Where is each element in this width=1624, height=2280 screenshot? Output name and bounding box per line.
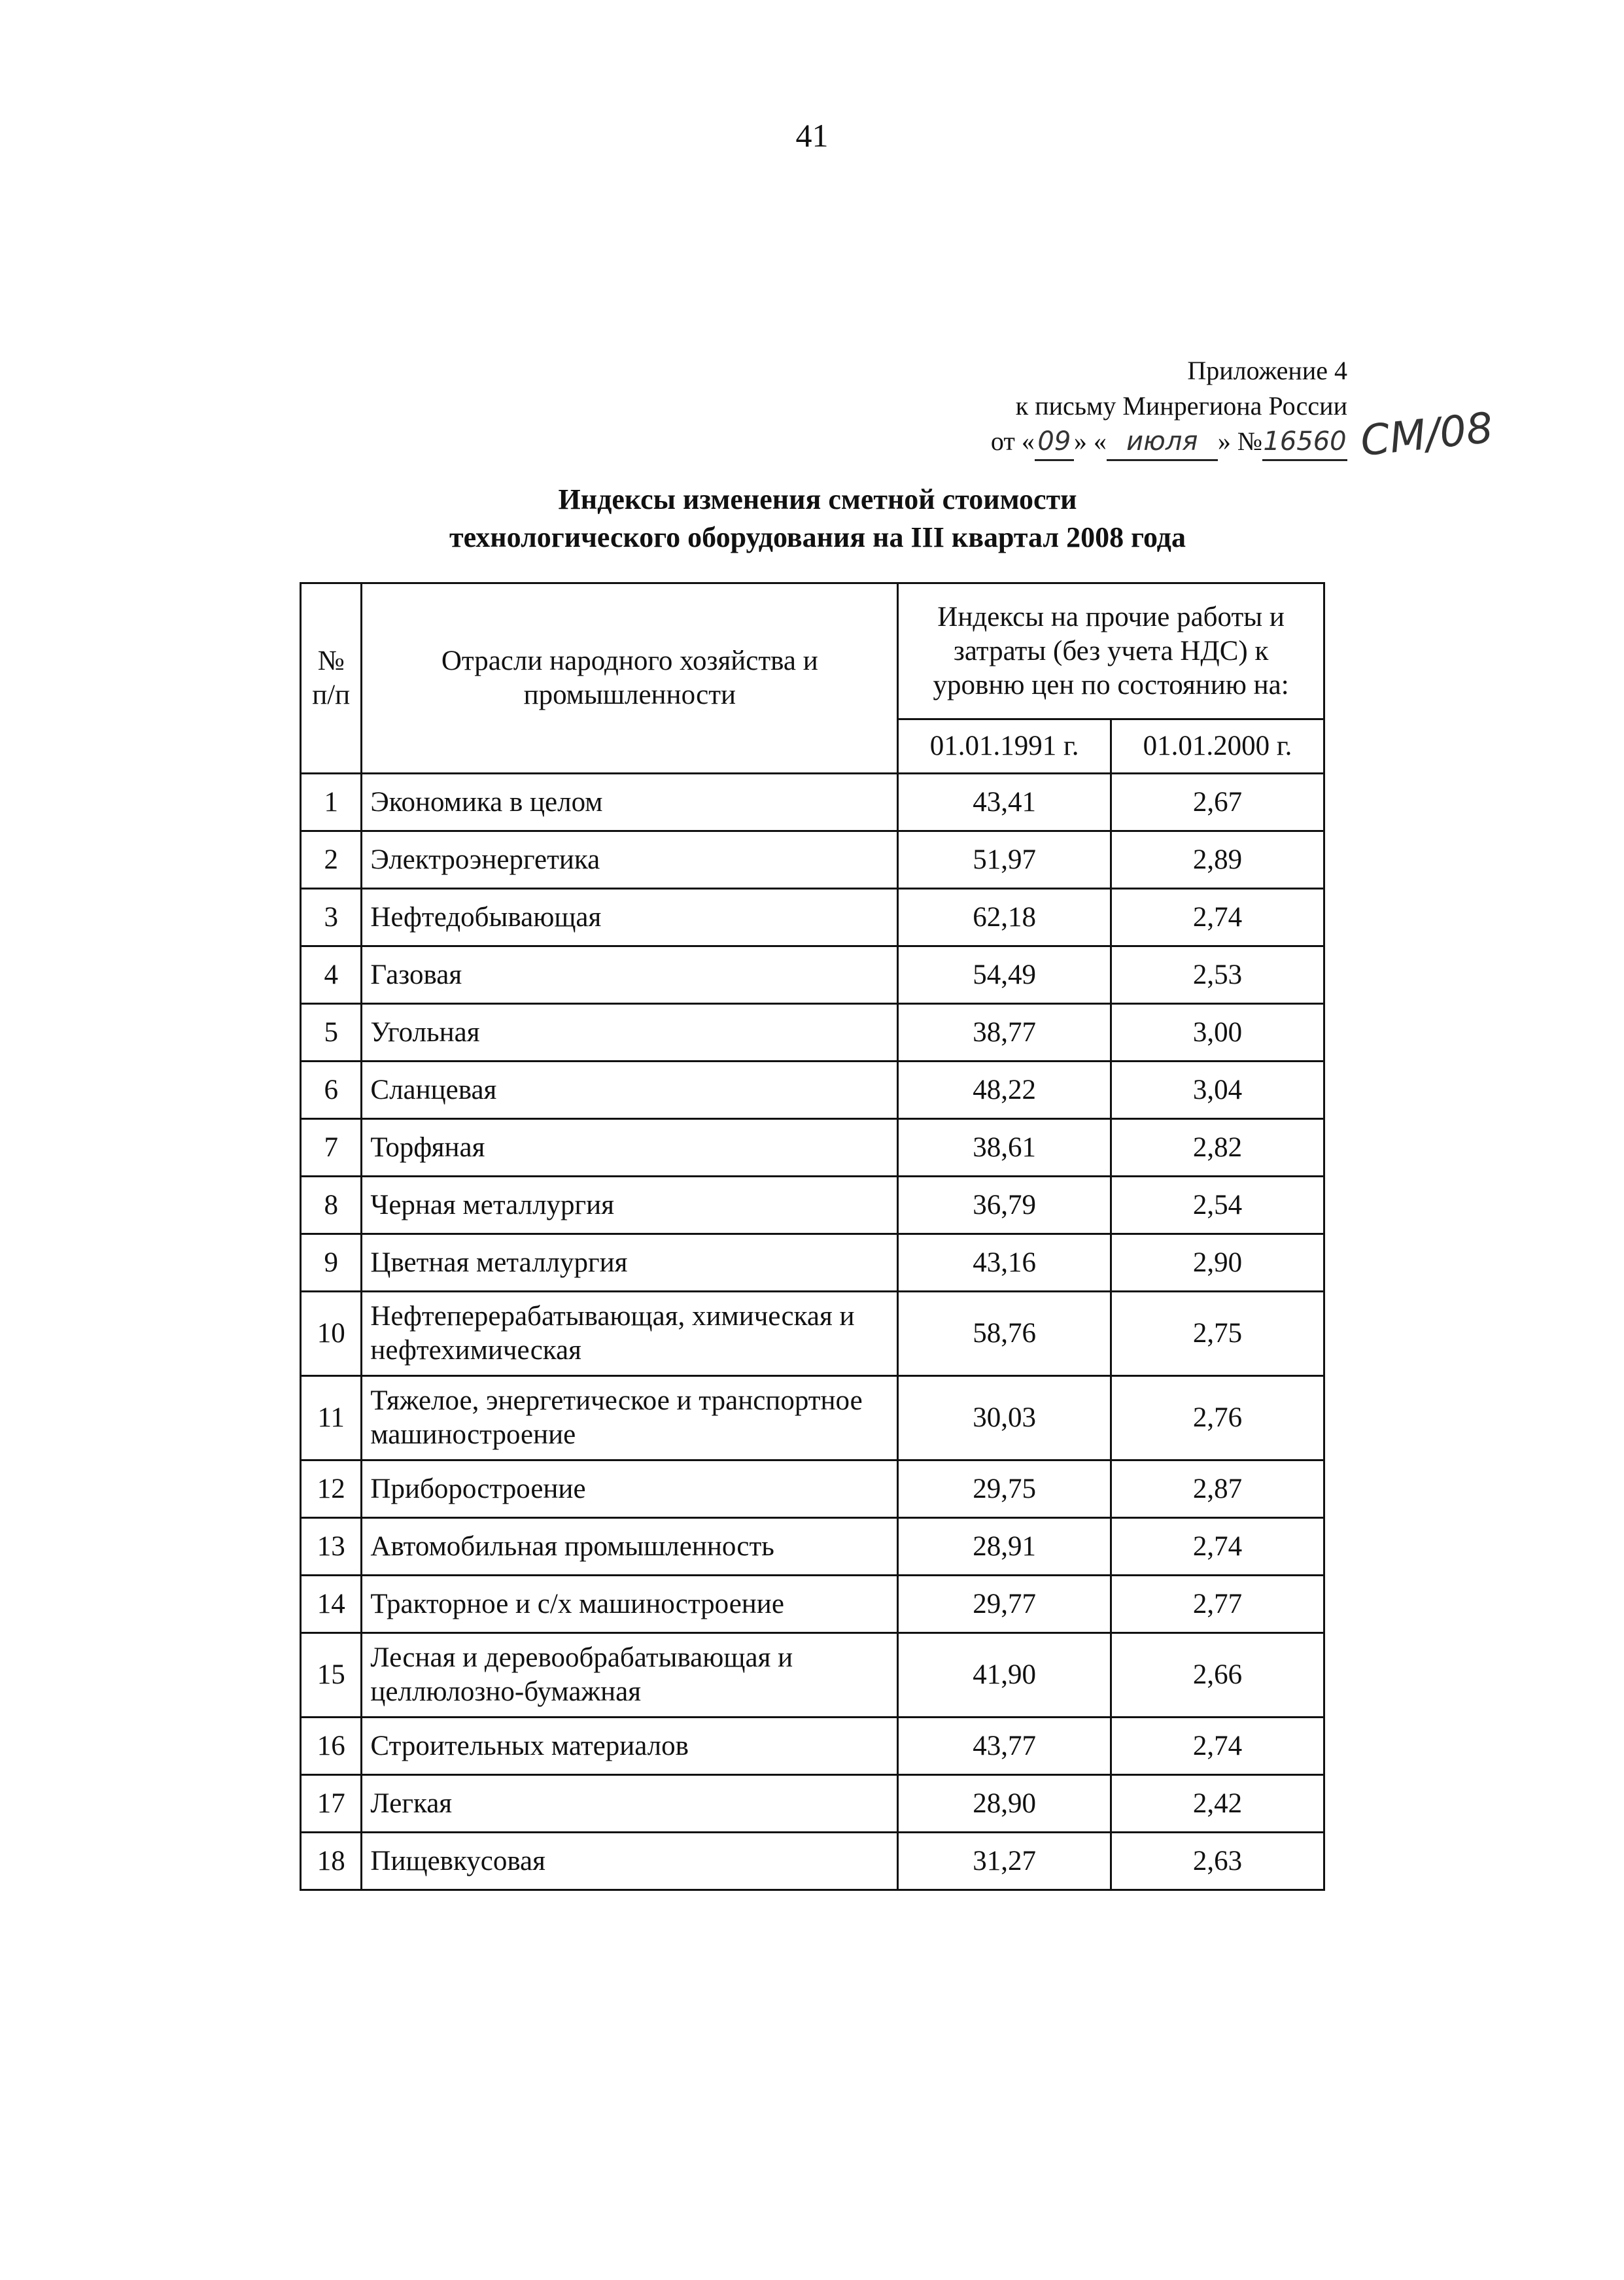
header-sector: Отрасли народного хозяйства и промышленности [362, 583, 898, 774]
row-index-1991: 29,75 [898, 1460, 1111, 1518]
row-sector-name: Цветная металлургия [362, 1234, 898, 1292]
row-sector-name: Черная металлургия [362, 1177, 898, 1234]
appendix-letter-ref: к письму Минрегиона России [1015, 391, 1347, 421]
handwritten-number: 16560 [1262, 424, 1347, 461]
title-line-1: Индексы изменения сметной стоимости [558, 483, 1077, 515]
row-sector-name: Газовая [362, 946, 898, 1004]
handwritten-day: 09 [1035, 424, 1074, 461]
row-sector-name: Легкая [362, 1775, 898, 1833]
row-sector-name: Сланцевая [362, 1062, 898, 1119]
row-index-2000: 3,04 [1111, 1062, 1324, 1119]
row-number: 6 [301, 1062, 362, 1119]
table-row [301, 774, 1324, 831]
date-prefix: от « [990, 426, 1035, 456]
row-index-1991: 54,49 [898, 946, 1111, 1004]
number-prefix: » № [1217, 426, 1262, 456]
row-sector-name: Пищевкусовая [362, 1833, 898, 1890]
row-sector-name: Угольная [362, 1004, 898, 1062]
row-number: 7 [301, 1119, 362, 1177]
row-sector-name: Тяжелое, энергетическое и транспортное машиностроение [362, 1376, 898, 1460]
row-index-1991: 31,27 [898, 1833, 1111, 1890]
row-sector-name: Тракторное и с/х машиностроение [362, 1576, 898, 1633]
row-index-1991: 30,03 [898, 1376, 1111, 1460]
row-index-2000: 2,82 [1111, 1119, 1324, 1177]
row-index-1991: 41,90 [898, 1633, 1111, 1718]
table-row [301, 831, 1324, 889]
row-index-2000: 2,74 [1111, 889, 1324, 946]
row-sector-name: Экономика в целом [362, 774, 898, 831]
row-number: 8 [301, 1177, 362, 1234]
row-sector-name: Нефтедобывающая [362, 889, 898, 946]
table-row [301, 1775, 1324, 1833]
row-index-2000: 2,54 [1111, 1177, 1324, 1234]
row-index-2000: 2,74 [1111, 1518, 1324, 1576]
table-row [301, 1718, 1324, 1775]
row-number: 15 [301, 1633, 362, 1718]
header-number: № п/п [301, 583, 362, 774]
row-index-2000: 2,75 [1111, 1292, 1324, 1376]
row-index-2000: 2,87 [1111, 1460, 1324, 1518]
table-row [301, 946, 1324, 1004]
row-index-2000: 2,90 [1111, 1234, 1324, 1292]
row-index-1991: 43,77 [898, 1718, 1111, 1775]
row-index-1991: 38,61 [898, 1119, 1111, 1177]
row-index-1991: 43,41 [898, 774, 1111, 831]
row-index-2000: 2,42 [1111, 1775, 1324, 1833]
row-sector-name: Строительных материалов [362, 1718, 898, 1775]
title-line-2: технологического оборудования на III квартал 2008 года [449, 521, 1186, 553]
row-number: 2 [301, 831, 362, 889]
row-sector-name: Автомобильная промышленность [362, 1518, 898, 1576]
row-index-1991: 36,79 [898, 1177, 1111, 1234]
row-index-1991: 43,16 [898, 1234, 1111, 1292]
table-row [301, 1460, 1324, 1518]
row-sector-name: Торфяная [362, 1119, 898, 1177]
row-index-1991: 38,77 [898, 1004, 1111, 1062]
row-number: 1 [301, 774, 362, 831]
row-index-1991: 51,97 [898, 831, 1111, 889]
row-index-1991: 28,90 [898, 1775, 1111, 1833]
row-index-2000: 2,66 [1111, 1633, 1324, 1718]
appendix-reference [903, 353, 1347, 461]
row-index-2000: 2,89 [1111, 831, 1324, 889]
table-row [301, 1518, 1324, 1576]
row-index-2000: 2,74 [1111, 1718, 1324, 1775]
table-row [301, 1376, 1324, 1460]
row-number: 16 [301, 1718, 362, 1775]
appendix-label: Приложение 4 [1187, 356, 1347, 385]
table-row [301, 889, 1324, 946]
header-indices: Индексы на прочие работы и затраты (без учета НДС) к уровню цен по состоянию на: [898, 583, 1324, 719]
row-number: 4 [301, 946, 362, 1004]
header-date-2000: 01.01.2000 г. [1111, 719, 1324, 774]
table-row [301, 1234, 1324, 1292]
row-index-2000: 2,67 [1111, 774, 1324, 831]
row-sector-name: Электроэнергетика [362, 831, 898, 889]
page-number: 41 [795, 117, 829, 154]
table-row [301, 1633, 1324, 1718]
document-title [262, 481, 1373, 557]
table-row [301, 1292, 1324, 1376]
row-number: 14 [301, 1576, 362, 1633]
row-index-1991: 29,77 [898, 1576, 1111, 1633]
table-row [301, 1177, 1324, 1234]
row-sector-name: Нефтеперерабатывающая, химическая и нефтехимическая [362, 1292, 898, 1376]
table-row [301, 1119, 1324, 1177]
table-row [301, 1576, 1324, 1633]
row-number: 3 [301, 889, 362, 946]
row-index-1991: 48,22 [898, 1062, 1111, 1119]
row-index-2000: 3,00 [1111, 1004, 1324, 1062]
row-index-1991: 62,18 [898, 889, 1111, 946]
row-number: 5 [301, 1004, 362, 1062]
header-date-1991: 01.01.1991 г. [898, 719, 1111, 774]
indices-table [300, 582, 1325, 1891]
row-index-1991: 28,91 [898, 1518, 1111, 1576]
row-sector-name: Лесная и деревообрабатывающая и целлюлозно-бумажная [362, 1633, 898, 1718]
row-index-2000: 2,77 [1111, 1576, 1324, 1633]
row-index-2000: 2,63 [1111, 1833, 1324, 1890]
row-index-2000: 2,53 [1111, 946, 1324, 1004]
appendix-date-line [903, 424, 1347, 461]
row-number: 13 [301, 1518, 362, 1576]
table-row [301, 1062, 1324, 1119]
date-mid: » « [1073, 426, 1107, 456]
row-index-1991: 58,76 [898, 1292, 1111, 1376]
table-row [301, 1833, 1324, 1890]
row-number: 18 [301, 1833, 362, 1890]
handwritten-month: июля [1107, 424, 1218, 461]
row-number: 17 [301, 1775, 362, 1833]
handwritten-suffix: СМ/08 [1358, 404, 1496, 466]
row-number: 11 [301, 1376, 362, 1460]
row-number: 9 [301, 1234, 362, 1292]
row-index-2000: 2,76 [1111, 1376, 1324, 1460]
table-row [301, 1004, 1324, 1062]
row-number: 10 [301, 1292, 362, 1376]
row-sector-name: Приборостроение [362, 1460, 898, 1518]
row-number: 12 [301, 1460, 362, 1518]
